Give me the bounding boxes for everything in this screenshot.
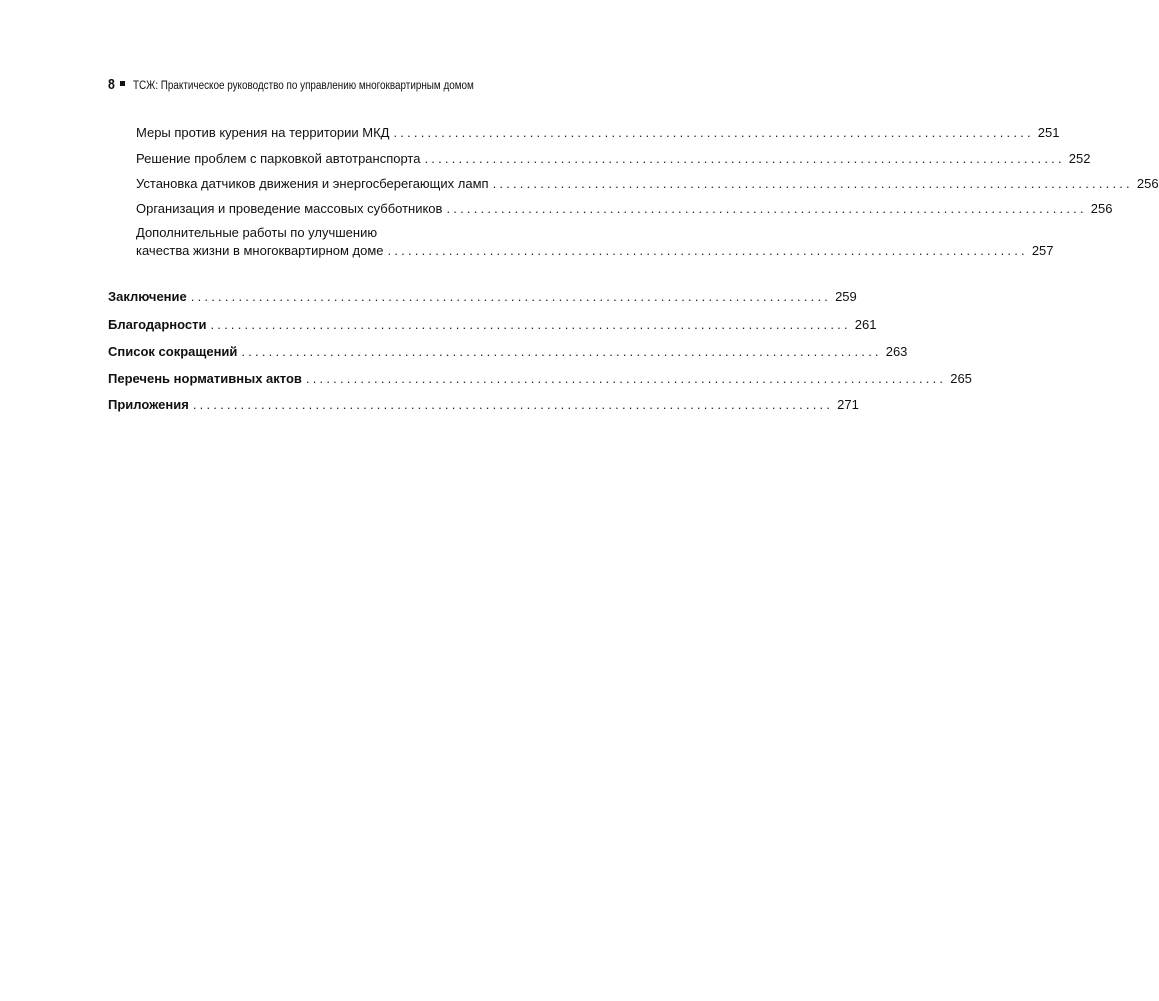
- toc-chapter-entry: [108, 370, 972, 388]
- dot-leader: ..............................................................................................: [492, 176, 1133, 191]
- toc-entry-title: Меры против курения на территории МКД: [136, 125, 390, 140]
- toc-chapter-entry: [108, 316, 877, 334]
- dot-leader: ..............................................................................................: [424, 151, 1065, 166]
- page-number: 8: [108, 76, 115, 93]
- dot-leader: ..............................................................................................: [192, 397, 834, 412]
- toc-entry-page: 259: [835, 289, 857, 304]
- toc-chapter-entry: [108, 288, 857, 306]
- toc-entry-multiline: [136, 224, 1054, 260]
- toc-entry-page: 261: [854, 317, 877, 332]
- toc-entry-title: Решение проблем с парковкой автотранспорта: [136, 151, 421, 166]
- dot-leader: ..............................................................................................: [393, 125, 1034, 140]
- toc-chapter-entry: [108, 396, 859, 414]
- toc-entry-page: 257: [1031, 243, 1054, 258]
- bullet-separator: [120, 81, 125, 86]
- dot-leader: ..............................................................................................: [241, 344, 882, 359]
- toc-entry-title: Благодарности: [108, 317, 207, 332]
- running-header: [108, 76, 530, 93]
- toc-entry-title: Перечень нормативных актов: [108, 371, 302, 386]
- toc-entry-title-line2: качества жизни в многоквартирном доме: [136, 243, 384, 258]
- toc-entry-page: 271: [837, 397, 859, 412]
- toc-entry: [136, 200, 1113, 218]
- toc-entry-title: Список сокращений: [108, 344, 238, 359]
- toc-chapter-entry: [108, 343, 908, 361]
- toc-entry-title: Заключение: [108, 289, 187, 304]
- dot-leader: ..............................................................................................: [387, 243, 1028, 258]
- toc-entry-title: Организация и проведение массовых субботников: [136, 201, 443, 216]
- toc-entry-page: 256: [1090, 201, 1113, 216]
- dot-leader: ..............................................................................................: [210, 317, 851, 332]
- running-title: ТСЖ: Практическое руководство по управлению многоквартирным домом: [133, 80, 475, 92]
- toc-entry-page: 252: [1068, 151, 1091, 166]
- dot-leader: ..............................................................................................: [305, 371, 947, 386]
- toc-entry-page: 256: [1136, 176, 1159, 191]
- toc-entry-title: Приложения: [108, 397, 189, 412]
- toc-entry: [136, 150, 1091, 168]
- toc-entry-title-line1: Дополнительные работы по улучшению: [136, 225, 378, 240]
- toc-entry-page: 251: [1037, 125, 1060, 140]
- toc-entry-page: 265: [950, 371, 972, 386]
- toc-entry: [136, 175, 1159, 193]
- toc-entry-page: 263: [885, 344, 908, 359]
- toc-entry-title: Установка датчиков движения и энергосберегающих ламп: [136, 176, 489, 191]
- toc-entry: [136, 124, 1060, 142]
- dot-leader: ..............................................................................................: [446, 201, 1087, 216]
- dot-leader: ..............................................................................................: [190, 289, 832, 304]
